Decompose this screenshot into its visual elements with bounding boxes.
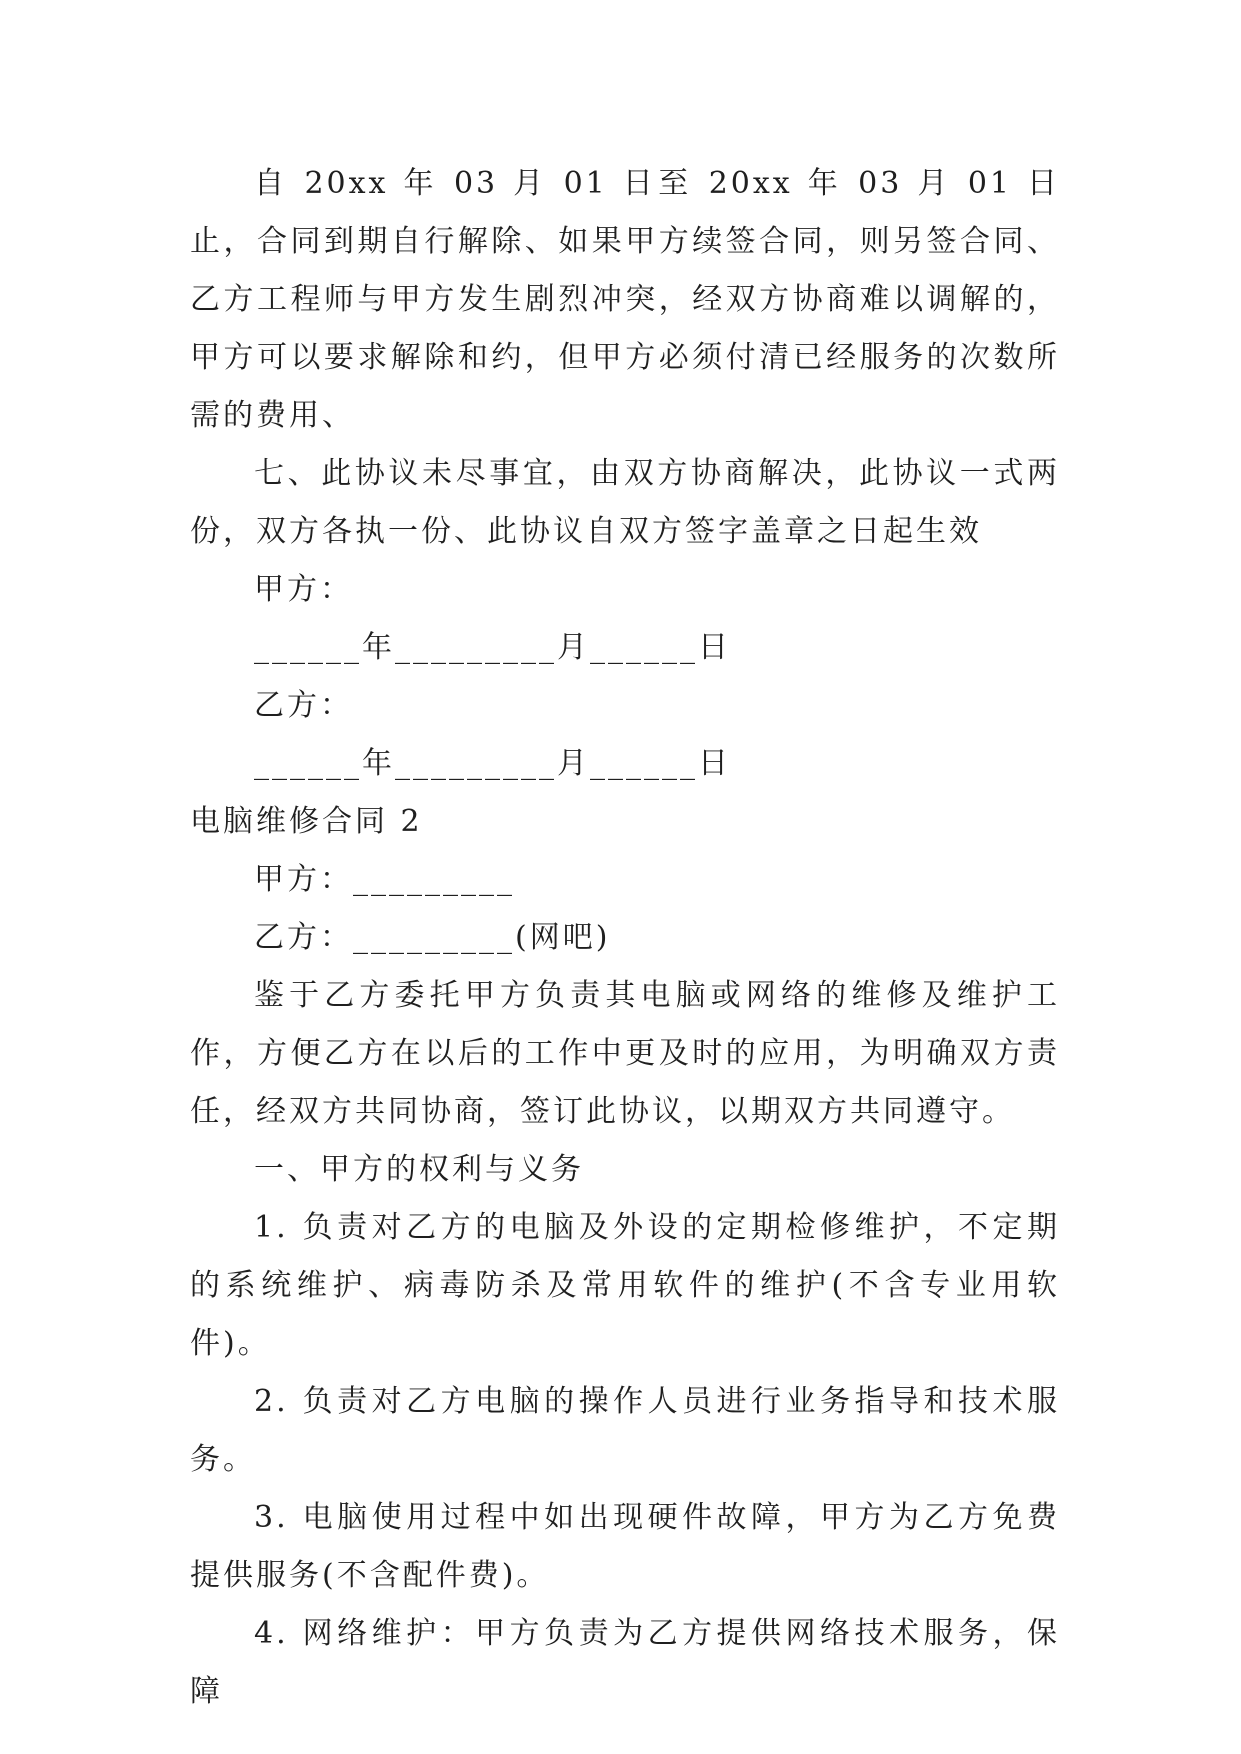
- contract-term-paragraph: 自 20xx 年 03 月 01 日至 20xx 年 03 月 01 日止，合同到期自行解除、如果甲方续签合同，则另签合同、乙方工程师与甲方发生剧烈冲突，经双方协商难以调解的，甲方可以要求解除和约，但甲方必须付清已经服务的次数所需的费用、: [190, 166, 1060, 433]
- party-a-date-line: ______年_________月______日: [254, 630, 731, 665]
- clause-1: 1. 负责对乙方的电脑及外设的定期检修维护，不定期的系统维护、病毒防杀及常用软件的维护(不含专业用软件)。: [190, 1210, 1060, 1361]
- party-b-date-line: ______年_________月______日: [254, 746, 731, 781]
- clause-2: 2. 负责对乙方电脑的操作人员进行业务指导和技术服务。: [190, 1384, 1060, 1477]
- contract2-preamble: 鉴于乙方委托甲方负责其电脑或网络的维修及维护工作，方便乙方在以后的工作中更及时的应用，为明确双方责任，经双方共同协商，签订此协议，以期双方共同遵守。: [190, 978, 1060, 1129]
- contract2-party-a: 甲方：_________: [254, 862, 515, 897]
- party-a-signature-label: 甲方：: [254, 572, 353, 607]
- document-page: [190, 155, 1060, 1721]
- section-one-heading: 一、甲方的权利与义务: [254, 1152, 584, 1187]
- clause-4: 4. 网络维护：甲方负责为乙方提供网络技术服务，保障: [190, 1616, 1060, 1709]
- clause-3: 3. 电脑使用过程中如出现硬件故障，甲方为乙方免费提供服务(不含配件费)。: [190, 1500, 1060, 1593]
- contract2-title: 电脑维修合同 2: [190, 804, 423, 839]
- contract2-party-b: 乙方：_________(网吧): [254, 920, 611, 955]
- party-b-signature-label: 乙方：: [254, 688, 353, 723]
- article-seven-paragraph: 七、此协议未尽事宜，由双方协商解决，此协议一式两份，双方各执一份、此协议自双方签字盖章之日起生效: [190, 456, 1060, 549]
